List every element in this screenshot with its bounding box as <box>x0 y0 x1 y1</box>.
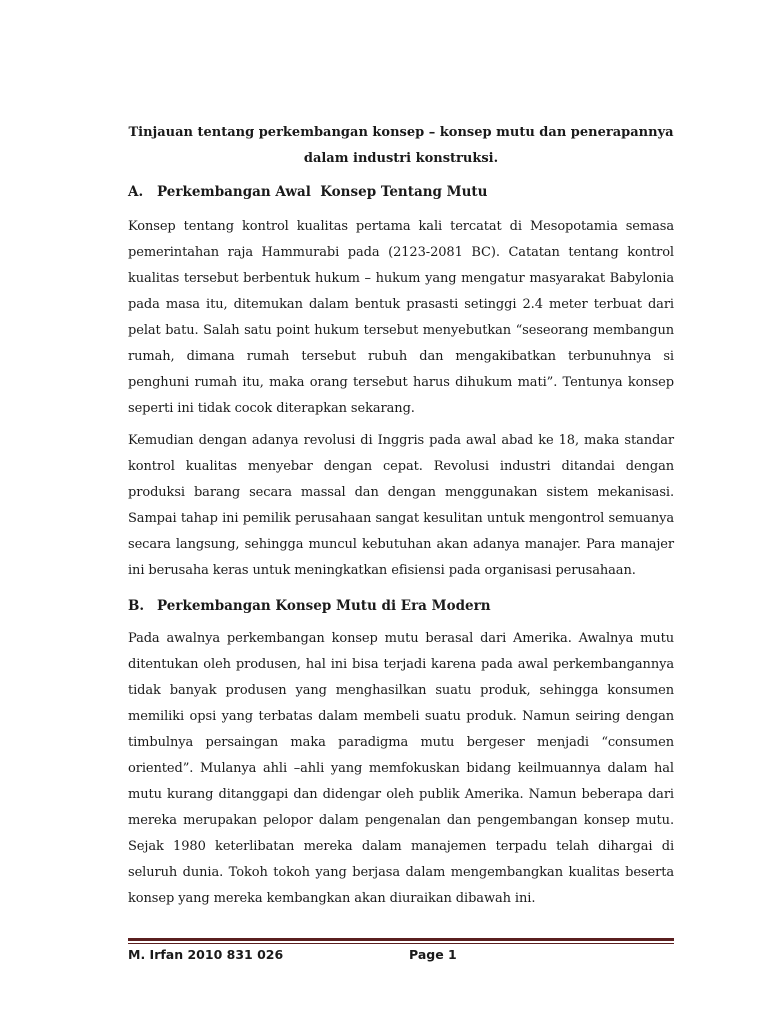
section-heading-b <box>128 596 674 616</box>
section-number-b: B. <box>128 598 145 614</box>
document-title: Tinjauan tentang perkembangan konsep – konsep mutu dan penerapannya dalam industri konstruksi. <box>128 125 674 166</box>
footer-rule-thick <box>128 938 674 941</box>
footer-rule-thin <box>128 943 674 944</box>
footer-author: M. Irfan 2010 831 026 <box>128 947 284 962</box>
footer-rule <box>128 938 674 944</box>
section-title-b: Perkembangan Konsep Mutu di Era Modern <box>157 598 491 614</box>
section-number-a: A. <box>128 184 144 200</box>
paragraph-b1: Pada awalnya perkembangan konsep mutu berasal dari Amerika. Awalnya mutu ditentukan oleh produsen, hal ini bisa terjadi karena pada awal perkembangannya tidak banyak produsen yang menghasilkan suatu produk, sehingga konsumen memiliki opsi yang terbatas dalam membeli suatu produk. Namun seiring dengan timbulnya persaingan maka paradigma mutu bergeser menjadi “consumen oriented”. Mulanya ahli –ahli yang memfokuskan bidang keilmuannya dalam hal mutu kurang ditanggapi dan didengar oleh publik Amerika. Namun beberapa dari mereka merupakan pelopor dalam pengenalan dan pengembangan konsep mutu. Sejak 1980 keterlibatan mereka dalam manajemen terpadu telah dihargai di seluruh dunia. Tokoh tokoh yang berjasa dalam mengembangkan kualitas beserta konsep yang mereka kembangkan akan diuraikan dibawah ini. <box>128 631 674 906</box>
footer-page-number: Page 1 <box>409 947 457 962</box>
paragraph-a2: Kemudian dengan adanya revolusi di Inggris pada awal abad ke 18, maka standar kontrol kualitas menyebar dengan cepat. Revolusi industri ditandai dengan produksi barang secara massal dan dengan menggunakan sistem mekanisasi. Sampai tahap ini pemilik perusahaan sangat kesulitan untuk mengontrol semuanya secara langsung, sehingga muncul kebutuhan akan adanya manajer. Para manajer ini berusaha keras untuk meningkatkan efisiensi pada organisasi perusahaan. <box>128 433 674 578</box>
section-title-a: Perkembangan Awal Konsep Tentang Mutu <box>157 184 488 200</box>
paragraph-a1: Konsep tentang kontrol kualitas pertama kali tercatat di Mesopotamia semasa pemerintahan raja Hammurabi pada (2123-2081 BC). Catatan tentang kontrol kualitas tersebut berbentuk hukum – hukum yang mengatur masyarakat Babylonia pada masa itu, ditemukan dalam bentuk prasasti setinggi 2.4 meter terbuat dari pelat batu. Salah satu point hukum tersebut menyebutkan “seseorang membangun rumah, dimana rumah tersebut rubuh dan mengakibatkan terbunuhnya si penghuni rumah itu, maka orang tersebut harus dihukum mati”. Tentunya konsep seperti ini tidak cocok diterapkan sekarang. <box>128 219 674 416</box>
section-heading-a <box>128 182 674 202</box>
